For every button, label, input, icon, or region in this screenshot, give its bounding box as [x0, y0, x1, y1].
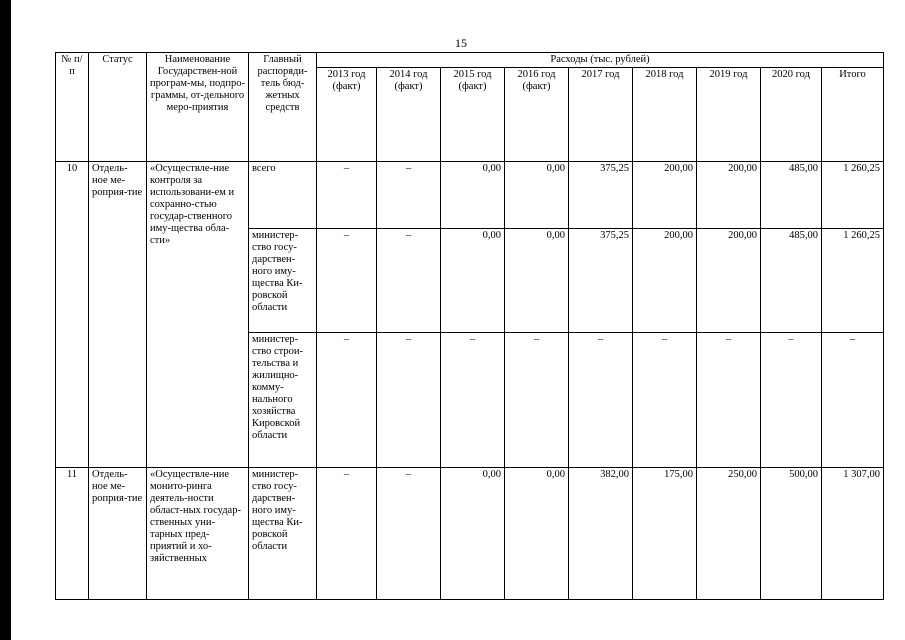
value-cell: –: [633, 333, 697, 468]
value-cell: 200,00: [633, 229, 697, 333]
value-cell: 382,00: [569, 468, 633, 600]
total-cell: 1 307,00: [822, 468, 884, 600]
scan-edge-bar: [0, 0, 11, 640]
value-cell: –: [317, 229, 377, 333]
row-name: «Осуществле-ние контроля за использовани-ем и сохранно-стью государ-ственного иму-щества обла-сти»: [147, 162, 249, 468]
value-cell: 0,00: [441, 162, 505, 229]
value-cell: –: [377, 333, 441, 468]
value-cell: 175,00: [633, 468, 697, 600]
row-name: «Осуществле-ние монито-ринга деятель-ности област-ных государ-ственных уни-тарных пред-приятий и хо-зяйственных: [147, 468, 249, 600]
header-year: 2019 год: [697, 68, 761, 162]
table-row: [56, 162, 884, 229]
value-cell: 485,00: [761, 229, 822, 333]
row-manager: министер-ство госу-дарствен-ного иму-щества Ки-ровской области: [249, 229, 317, 333]
row-manager: министер-ство строи-тельства и жилищно-комму-нального хозяйства Кировской области: [249, 333, 317, 468]
value-cell: 200,00: [697, 229, 761, 333]
header-num: № п/п: [56, 53, 89, 162]
value-cell: –: [761, 333, 822, 468]
value-cell: –: [441, 333, 505, 468]
page-number: 15: [455, 36, 467, 50]
value-cell: 375,25: [569, 162, 633, 229]
value-cell: –: [505, 333, 569, 468]
value-cell: –: [377, 229, 441, 333]
value-cell: 500,00: [761, 468, 822, 600]
row-manager: всего: [249, 162, 317, 229]
row-manager: министер-ство госу-дарствен-ного иму-щества Ки-ровской области: [249, 468, 317, 600]
row-number: 10: [56, 162, 89, 468]
value-cell: 200,00: [697, 162, 761, 229]
value-cell: –: [377, 162, 441, 229]
table-row: [56, 468, 884, 600]
value-cell: –: [317, 162, 377, 229]
header-status: Статус: [89, 53, 147, 162]
row-status: Отдель-ное ме-роприя-тие: [89, 468, 147, 600]
value-cell: –: [317, 468, 377, 600]
header-year: 2020 год: [761, 68, 822, 162]
value-cell: 485,00: [761, 162, 822, 229]
row-status: Отдель-ное ме-роприя-тие: [89, 162, 147, 468]
header-year: 2013 год (факт): [317, 68, 377, 162]
row-number: 11: [56, 468, 89, 600]
header-year: 2017 год: [569, 68, 633, 162]
total-cell: –: [822, 333, 884, 468]
budget-table: [55, 52, 884, 600]
value-cell: 250,00: [697, 468, 761, 600]
header-year: 2014 год (факт): [377, 68, 441, 162]
total-cell: 1 260,25: [822, 229, 884, 333]
header-year: 2018 год: [633, 68, 697, 162]
value-cell: –: [317, 333, 377, 468]
header-year: 2015 год (факт): [441, 68, 505, 162]
value-cell: –: [569, 333, 633, 468]
value-cell: 0,00: [505, 468, 569, 600]
value-cell: 0,00: [441, 229, 505, 333]
header-manager: Главный распоряди-тель бюд-жетных средств: [249, 53, 317, 162]
value-cell: –: [377, 468, 441, 600]
value-cell: 200,00: [633, 162, 697, 229]
value-cell: 0,00: [505, 162, 569, 229]
value-cell: 0,00: [505, 229, 569, 333]
header-expenses: Расходы (тыс. рублей): [317, 53, 884, 68]
header-name: Наименование Государствен-ной програм-мы, подпро-граммы, от-дельного меро-приятия: [147, 53, 249, 162]
value-cell: 0,00: [441, 468, 505, 600]
header-total: Итого: [822, 68, 884, 162]
value-cell: 375,25: [569, 229, 633, 333]
value-cell: –: [697, 333, 761, 468]
total-cell: 1 260,25: [822, 162, 884, 229]
header-year: 2016 год (факт): [505, 68, 569, 162]
